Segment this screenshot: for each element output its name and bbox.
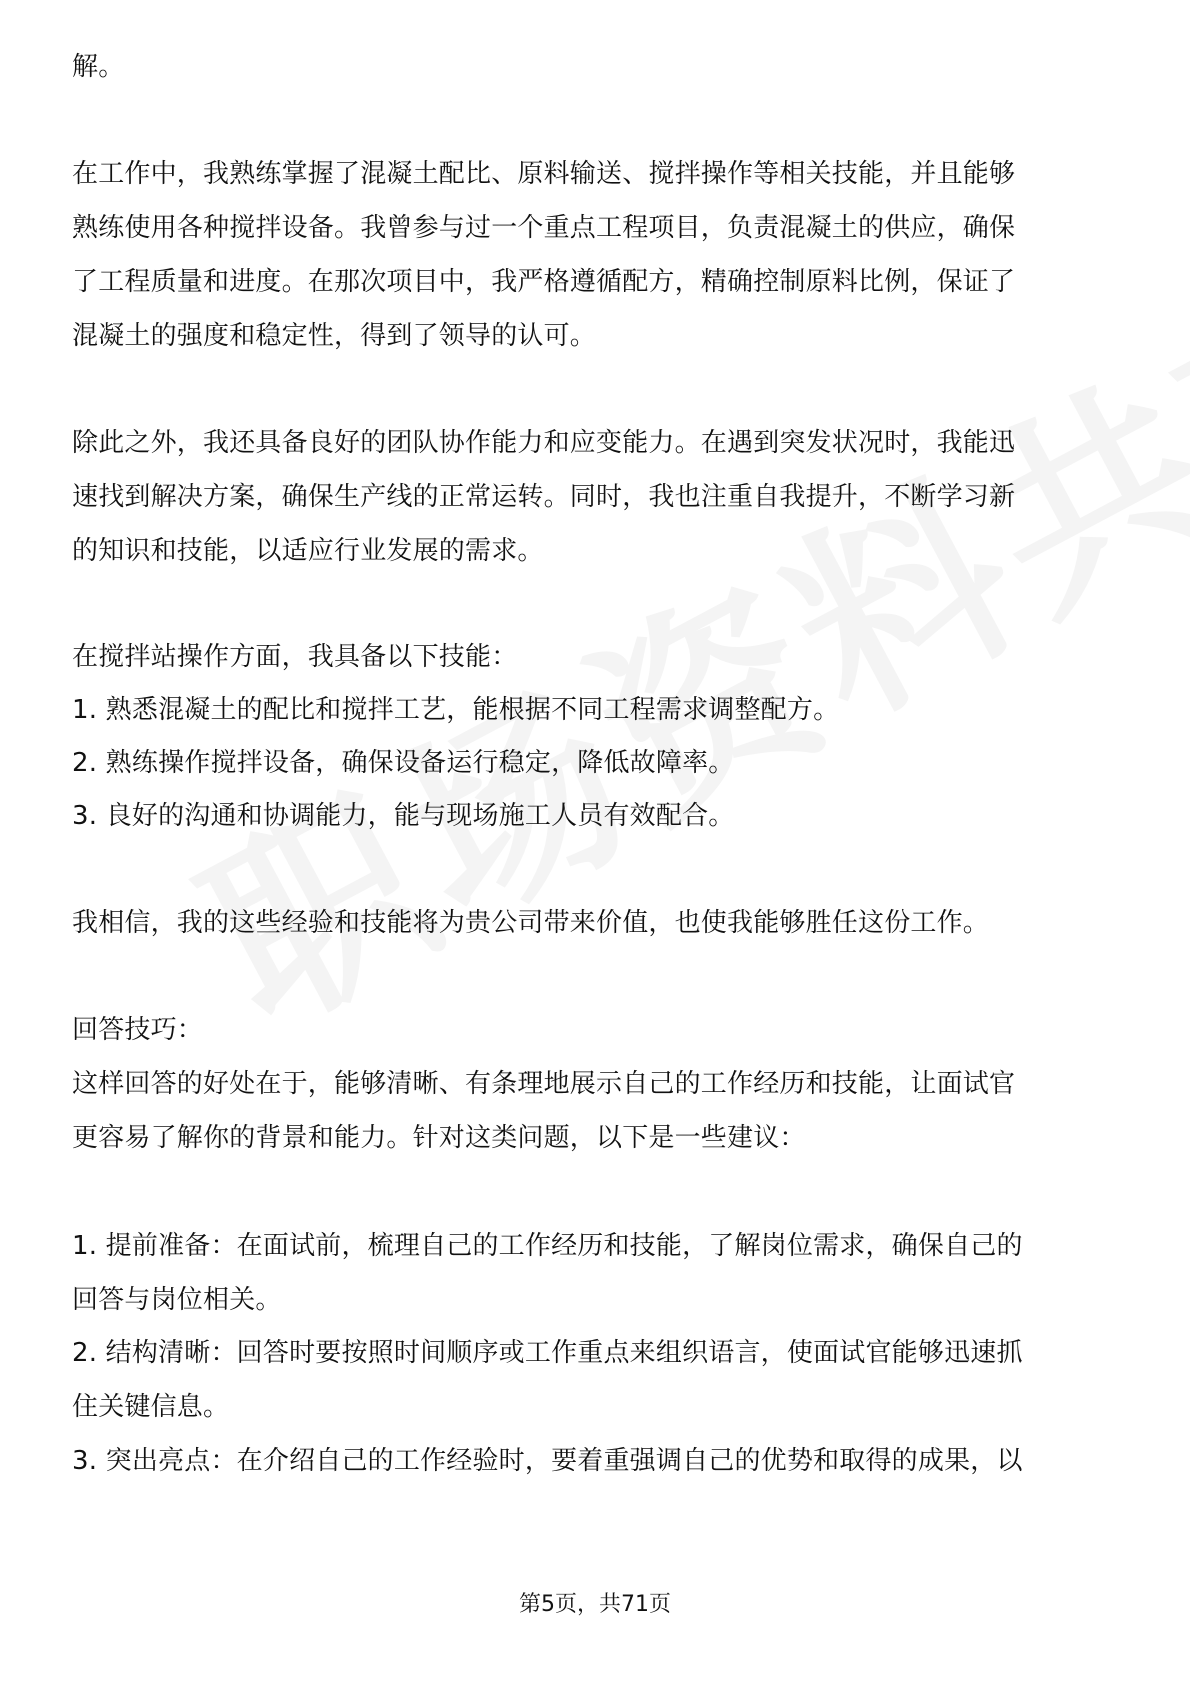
list-item: 1. 提前准备：在面试前，梳理自己的工作经历和技能，了解岗位需求，确保自己的	[72, 1231, 1023, 1261]
text-line: 在工作中，我熟练掌握了混凝土配比、原料输送、搅拌操作等相关技能，并且能够	[72, 159, 1016, 189]
text-line: 在搅拌站操作方面，我具备以下技能：	[72, 642, 518, 672]
text-line: 速找到解决方案，确保生产线的正常运转。同时，我也注重自我提升，不断学习新	[72, 482, 1016, 512]
list-item: 3. 良好的沟通和协调能力，能与现场施工人员有效配合。	[72, 801, 735, 831]
text-line: 更容易了解你的背景和能力。针对这类问题，以下是一些建议：	[72, 1123, 806, 1153]
text-line: 解。	[72, 52, 125, 82]
list-item: 2. 结构清晰：回答时要按照时间顺序或工作重点来组织语言，使面试官能够迅速抓	[72, 1338, 1023, 1368]
list-item: 1. 熟悉混凝土的配比和搅拌工艺，能根据不同工程需求调整配方。	[72, 695, 840, 725]
list-item: 2. 熟练操作搅拌设备，确保设备运行稳定，降低故障率。	[72, 748, 735, 778]
page-number: 第5页，共71页	[519, 1592, 671, 1617]
text-line: 了工程质量和进度。在那次项目中，我严格遵循配方，精确控制原料比例，保证了	[72, 267, 1016, 297]
text-line: 熟练使用各种搅拌设备。我曾参与过一个重点工程项目，负责混凝土的供应，确保	[72, 213, 1016, 243]
text-line: 的知识和技能，以适应行业发展的需求。	[72, 536, 544, 566]
text-line: 混凝土的强度和稳定性，得到了领导的认可。	[72, 321, 597, 351]
text-line: 除此之外，我还具备良好的团队协作能力和应变能力。在遇到突发状况时，我能迅	[72, 428, 1016, 458]
section-heading: 回答技巧：	[72, 1015, 204, 1045]
text-line: 这样回答的好处在于，能够清晰、有条理地展示自己的工作经历和技能，让面试官	[72, 1069, 1016, 1099]
list-item: 3. 突出亮点：在介绍自己的工作经验时，要着重强调自己的优势和取得的成果，以	[72, 1446, 1023, 1476]
text-line: 住关键信息。	[72, 1392, 230, 1422]
text-line: 我相信，我的这些经验和技能将为贵公司带来价值，也使我能够胜任这份工作。	[72, 908, 990, 938]
text-line: 回答与岗位相关。	[72, 1285, 282, 1315]
